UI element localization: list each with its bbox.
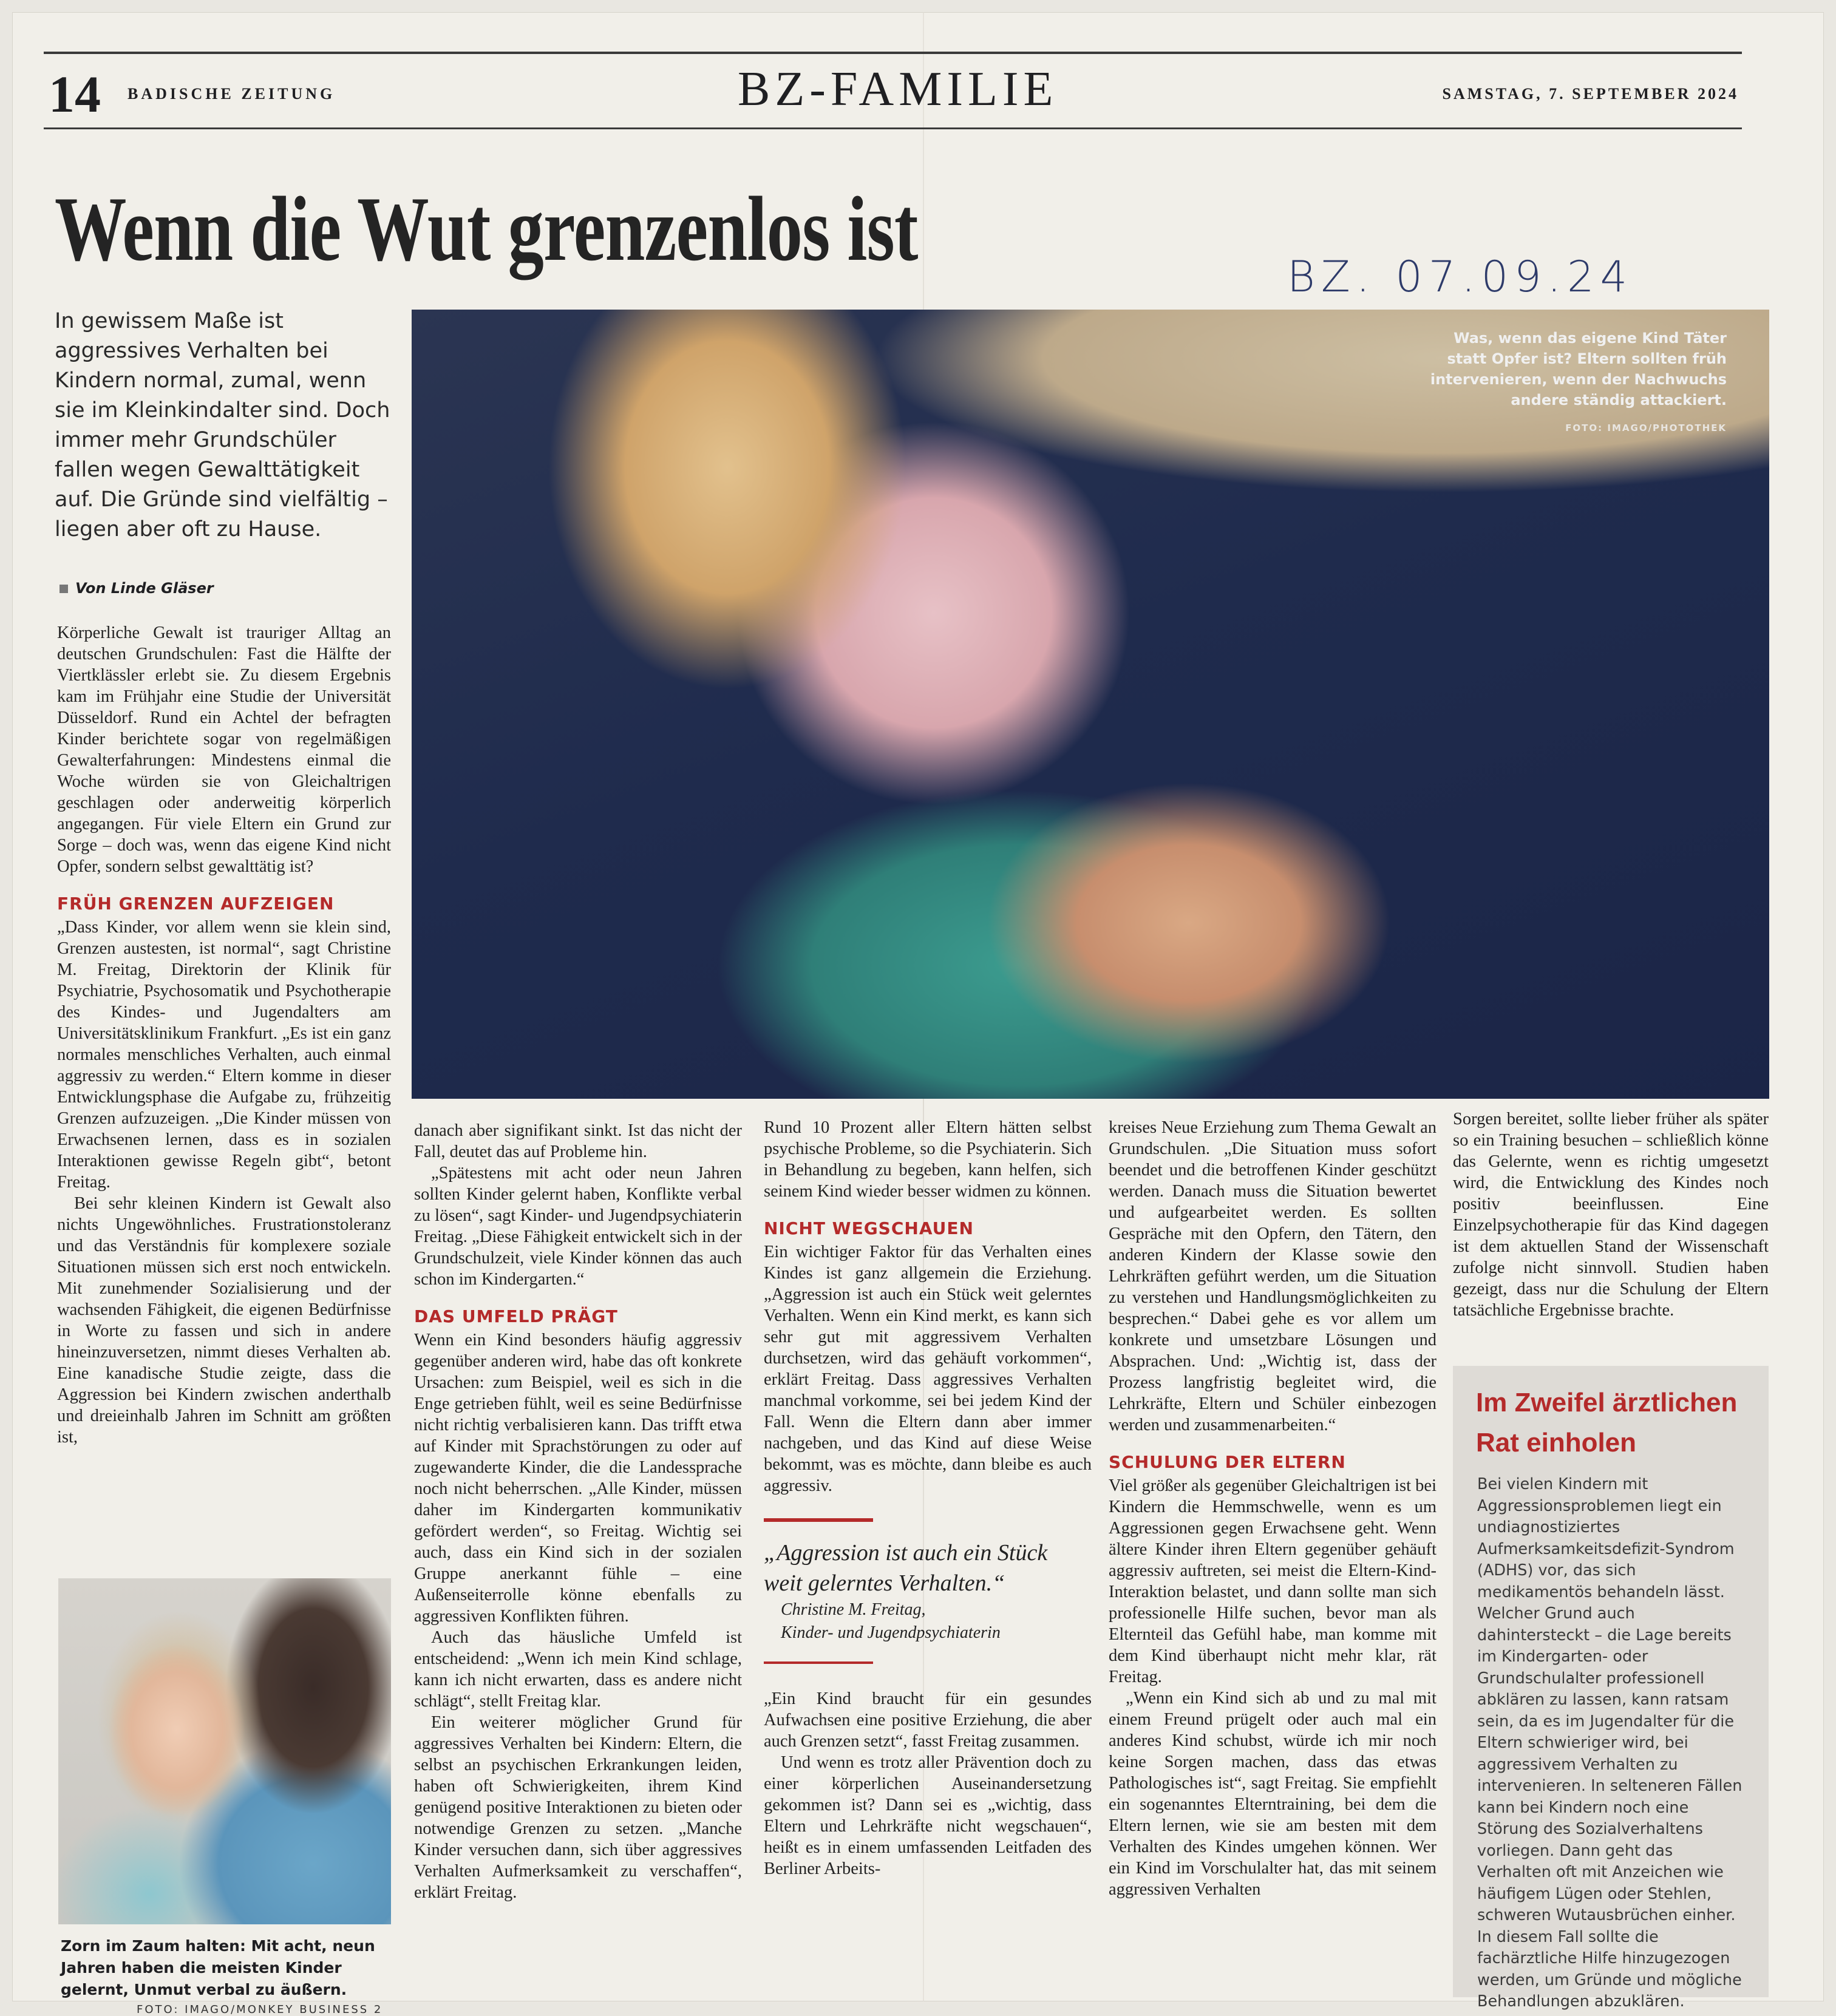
pull-quote-bottom-rule: [764, 1661, 873, 1664]
main-photo: [412, 310, 1769, 1099]
paragraph: Wenn ein Kind besonders häufig aggressiv gegenüber anderen wird, habe das oft konkrete Ursachen: zum Beispiel, weil es sich in die Enge getrieben fühlt, weil es seine Bedürfnisse nicht richtig verbalisieren kann. Das trifft etwa auf Kinder mit Sprachstörungen zu oder auf zugewanderte Kinder, die die Landessprache noch nicht beherrschen. „Alle Kinder, müssen daher im Kindergarten kommunikativ gefördert werden“, so Freitag. Wichtig sei auch, dass ein Kind sich in der sozialen Gruppe anerkannt fühle – eine Außenseiterrolle könne ebenfalls zu aggressiven Konflikten führen.: [414, 1331, 742, 1626]
subheading-nicht-wegschauen: NICHT WEGSCHAUEN: [764, 1218, 974, 1238]
paragraph: „Spätestens mit acht oder neun Jahren sollten Kinder gelernt haben, Konflikte verbal zu lösen“, sagt Kinder- und Jugendpsychiaterin Freitag. „Diese Fähigkeit entwickelt sich in der Grundschulzeit, viele Kinder können das auch schon im Kindergarten.“: [414, 1164, 742, 1289]
byline: [59, 580, 214, 597]
text-column-1: [57, 622, 391, 1448]
handwritten-date: BZ. 07.09.24: [1287, 252, 1634, 302]
info-box-title: Im Zweifel ärztlichen Rat einholen: [1476, 1388, 1738, 1458]
newspaper-name: BADISCHE ZEITUNG: [127, 85, 336, 103]
paragraph: Und wenn es trotz aller Prävention doch zu einer körperlichen Auseinandersetzung gekommen ist? Dann sei es „wichtig, dass Eltern und Lehrkräfte nicht wegschauen“, heißt es in einem umfassenden Leitfaden des Berliner Arbeits-: [764, 1753, 1092, 1878]
paragraph: Rund 10 Prozent aller Eltern hätten selbst psychische Probleme, so die Psychiaterin. Sich in Behandlung zu begeben, kann helfen, sich seinem Kind wieder besser widmen zu können.: [764, 1118, 1092, 1201]
pull-quote-source-name: Christine M. Freitag,: [781, 1600, 926, 1619]
text-column-4: [1109, 1117, 1436, 1900]
paragraph: Viel größer als gegenüber Gleichaltrigen ist bei Kindern die Hemmschwelle, wenn es um Aggressionen gegen Erwachsene geht. Wenn ältere Kinder ihren Eltern gegenüber gehäuft aggressiv auftreten, sei meist die Eltern-Kind-Interaktion belastet, und dann sollte man sich professionelle Hilfe suchen, bevor man als Elternteil das Gefühl habe, man komme mit dem Kind überhaupt nicht mehr klar, rät Freitag.: [1109, 1476, 1436, 1686]
paragraph: Sorgen bereitet, sollte lieber früher als später so ein Training besuchen – schließlich könne das Gelernte, wenn es richtig umgesetzt wird, die Entwicklung des Kindes noch positiv beeinflussen. Eine Einzelpsychotherapie für das Kind dagegen ist dem aktuellen Stand der Wissenschaft zufolge nicht sinnvoll. Studien haben gezeigt, dass nur die Schulung der Eltern tatsächliche Ergebnisse brachte.: [1453, 1110, 1769, 1320]
subheading-schulung: SCHULUNG DER ELTERN: [1109, 1452, 1346, 1472]
newspaper-page: [12, 12, 1824, 2016]
small-photo: [58, 1578, 391, 1924]
paragraph: Körperliche Gewalt ist trauriger Alltag an deutschen Grundschulen: Fast die Hälfte der Viertklässler erlebt sie. Zu diesem Ergebnis kam im Frühjahr eine Studie der Universität Düsseldorf. Rund ein Achtel der befragten Kinder berichtete sogar von regelmäßigen Gewalterfahrungen: Mindestens einmal die Woche würden sie von Gleichaltrigen geschlagen oder anderweitig körperlich angegangen. Für viele Eltern ein Grund zur Sorge – doch was, wenn das eigene Kind nicht Opfer, sondern selbst gewalttätig ist?: [57, 623, 391, 876]
paragraph: Ein wichtiger Faktor für das Verhalten eines Kindes ist ganz allgemein die Erziehung. „Aggression ist auch ein Stück weit gelerntes Verhalten. Wenn ein Kind merkt, es kann sich sehr gut mit aggressivem Verhalten durchsetzen, wird das gehäuft vorkommen“, erklärt Freitag. Dass aggressives Verhalten manchmal vorkomme, sei bei jedem Kind der Fall. Wenn die Eltern dann aber immer nachgeben, und das Kind auf diese Weise bekommt, was es möchte, dann bleibe es auch aggressiv.: [764, 1243, 1092, 1495]
text-column-3: [764, 1117, 1092, 1879]
subheading-frueh-grenzen: FRÜH GRENZEN AUFZEIGEN: [57, 894, 335, 914]
issue-date: SAMSTAG, 7. SEPTEMBER 2024: [1442, 85, 1739, 103]
article-teaser: In gewissem Maße ist aggressives Verhalten bei Kindern normal, zumal, wenn sie im Kleinkindalter sind. Doch immer mehr Grundschüler fallen wegen Gewalttätigkeit auf. Die Gründe sind vielfältig – liegen aber oft zu Hause.: [55, 309, 390, 541]
main-photo-credit: FOTO: IMAGO/PHOTOTHEK: [1565, 423, 1727, 433]
byline-text: Von Linde Gläser: [75, 580, 214, 597]
section-title: BZ-FAMILIE: [738, 63, 1058, 116]
text-column-5: [1453, 1108, 1769, 1321]
pull-quote-source-role: Kinder- und Jugendpsychiaterin: [781, 1623, 1001, 1642]
paragraph: „Ein Kind braucht für ein gesundes Aufwachsen eine positive Erziehung, die aber auch Grenzen setzt“, fasst Freitag zusammen.: [764, 1689, 1092, 1751]
paragraph: Ein weiterer möglicher Grund für aggressives Verhalten bei Kindern: Eltern, die selbst an psychischen Erkrankungen leiden, haben oft Schwierigkeiten, ihrem Kind genügend positive Interaktionen zu bieten oder notwendige Grenzen zu setzen. „Manche Kinder versuchen dann, sich über aggressives Verhalten Aufmerksamkeit zu verschaffen“, erklärt Freitag.: [414, 1713, 742, 1902]
byline-marker: [59, 585, 68, 593]
subheading-umfeld: DAS UMFELD PRÄGT: [414, 1306, 618, 1326]
main-photo-caption: [1411, 328, 1727, 438]
paragraph: „Dass Kinder, vor allem wenn sie klein sind, Grenzen austesten, ist normal“, sagt Christine M. Freitag, Direktorin der Klinik für Psychiatrie, Psychosomatik und Psychotherapie des Kindes- und Jugendalters am Universitätsklinikum Frankfurt. „Es ist ein ganz normales menschliches Verhalten, auch einmal aggressiv zu werden.“ Eltern komme in dieser Entwicklungsphase die Aufgabe zu, frühzeitig Grenzen aufzuzeigen. „Die Kinder müssen von Erwachsenen lernen, dass es in sozialen Interaktionen gewisse Regeln gibt“, betont Freitag.: [57, 918, 391, 1192]
paragraph: kreises Neue Erziehung zum Thema Gewalt an Grundschulen. „Die Situation muss sofort beendet und die betroffenen Kinder geschützt werden. Danach muss die Situation bewertet und aufgearbeitet werden. Es sollten Gespräche mit den Opfern, den Tätern, den anderen Kindern der Klasse sowie den Lehrkräften geführt werden, um die Situation zu verstehen und Handlungsmöglichkeiten zu besprechen.“ Dabei gehe es vor allem um konkrete und umsetzbare Lösungen und Absprachen. Und: „Wichtig ist, dass der Prozess langfristig begleitet wird, die Lehrkräfte, Eltern und Schüler einbezogen werden und zusammenarbeiten.“: [1109, 1118, 1436, 1434]
small-photo-caption: Zorn im Zaum halten: Mit acht, neun Jahren haben die meisten Kinder gelernt, Unmut verbal zu äußern.: [61, 1937, 375, 1998]
header-bottom-rule: [44, 127, 1742, 129]
paragraph: Auch das häusliche Umfeld ist entscheidend: „Wenn ich mein Kind schlage, kann ich nicht erwarten, dass es andere nicht schlägt“, stellt Freitag klar.: [414, 1628, 742, 1711]
small-photo-credit: FOTO: IMAGO/MONKEY BUSINESS 2: [137, 2003, 383, 2016]
header-top-rule: [44, 52, 1742, 54]
info-box-body: Bei vielen Kindern mit Aggressionsproblemen liegt ein undiagnostiziertes Aufmerksamkeitsdefizit-Syndrom (ADHS) vor, das sich medikamentös behandeln lässt. Welcher Grund auch dahintersteckt – die Lage bereits im Kindergarten- oder Grundschulalter professionell abklären zu lassen, kann ratsam sein, da es im Jugendalter für die Eltern schwieriger wird, bei aggressivem Verhalten zu intervenieren. In selteneren Fällen kann bei Kindern noch eine Störung des Sozialverhaltens vorliegen. Dann geht das Verhalten oft mit Anzeichen wie häufigem Lügen oder Stehlen, schweren Wutausbrüchen einher. In diesem Fall sollte die fachärztliche Hilfe hinzugezogen werden, um Gründe und mögliche Behandlungen abzuklären.: [1477, 1475, 1742, 2011]
paragraph: „Wenn ein Kind sich ab und zu mal mit einem Freund prügelt oder auch mal ein anderes Kind schubst, würde ich mir noch keine Sorgen machen, dass das etwas Pathologisches ist“, sagt Freitag. Sie empfiehlt ein sogenanntes Elterntraining, bei dem die Eltern lernen, wie sie am besten mit dem Verhalten des Kindes umgehen können. Wer ein Kind im Vorschulalter hat, das mit seinem aggressiven Verhalten: [1109, 1689, 1436, 1899]
article-headline: Wenn die Wut grenzenlos ist: [55, 178, 918, 280]
paragraph: danach aber signifikant sinkt. Ist das nicht der Fall, deutet das auf Probleme hin.: [414, 1121, 742, 1161]
paragraph: Bei sehr kleinen Kindern ist Gewalt also nichts Ungewöhnliches. Frustrationstoleranz und das Verständnis für komplexere soziale Situationen müssen sich erst noch entwickeln. Mit zunehmender Sozialisierung und der wachsenden Fähigkeit, die eigenen Bedürfnisse in Worte zu fassen und sich in andere hineinzuversetzen, nimmt dieses Verhalten ab. Eine kanadische Studie zeigte, dass die Aggression bei Kindern zwischen anderthalb und dreieinhalb Jahren im Schnitt am größten ist,: [57, 1194, 391, 1447]
text-column-2: [414, 1120, 742, 1903]
pull-quote: „Aggression ist auch ein Stück weit gelerntes Verhalten.“: [764, 1540, 1048, 1596]
info-box: [1453, 1366, 1769, 2011]
main-photo-caption-text: Was, wenn das eigene Kind Täter statt Opfer ist? Eltern sollten früh intervenieren, wenn der Nachwuchs andere ständig attackiert.: [1430, 330, 1727, 409]
page-number: 14: [49, 65, 101, 123]
pull-quote-top-rule: [764, 1518, 873, 1522]
